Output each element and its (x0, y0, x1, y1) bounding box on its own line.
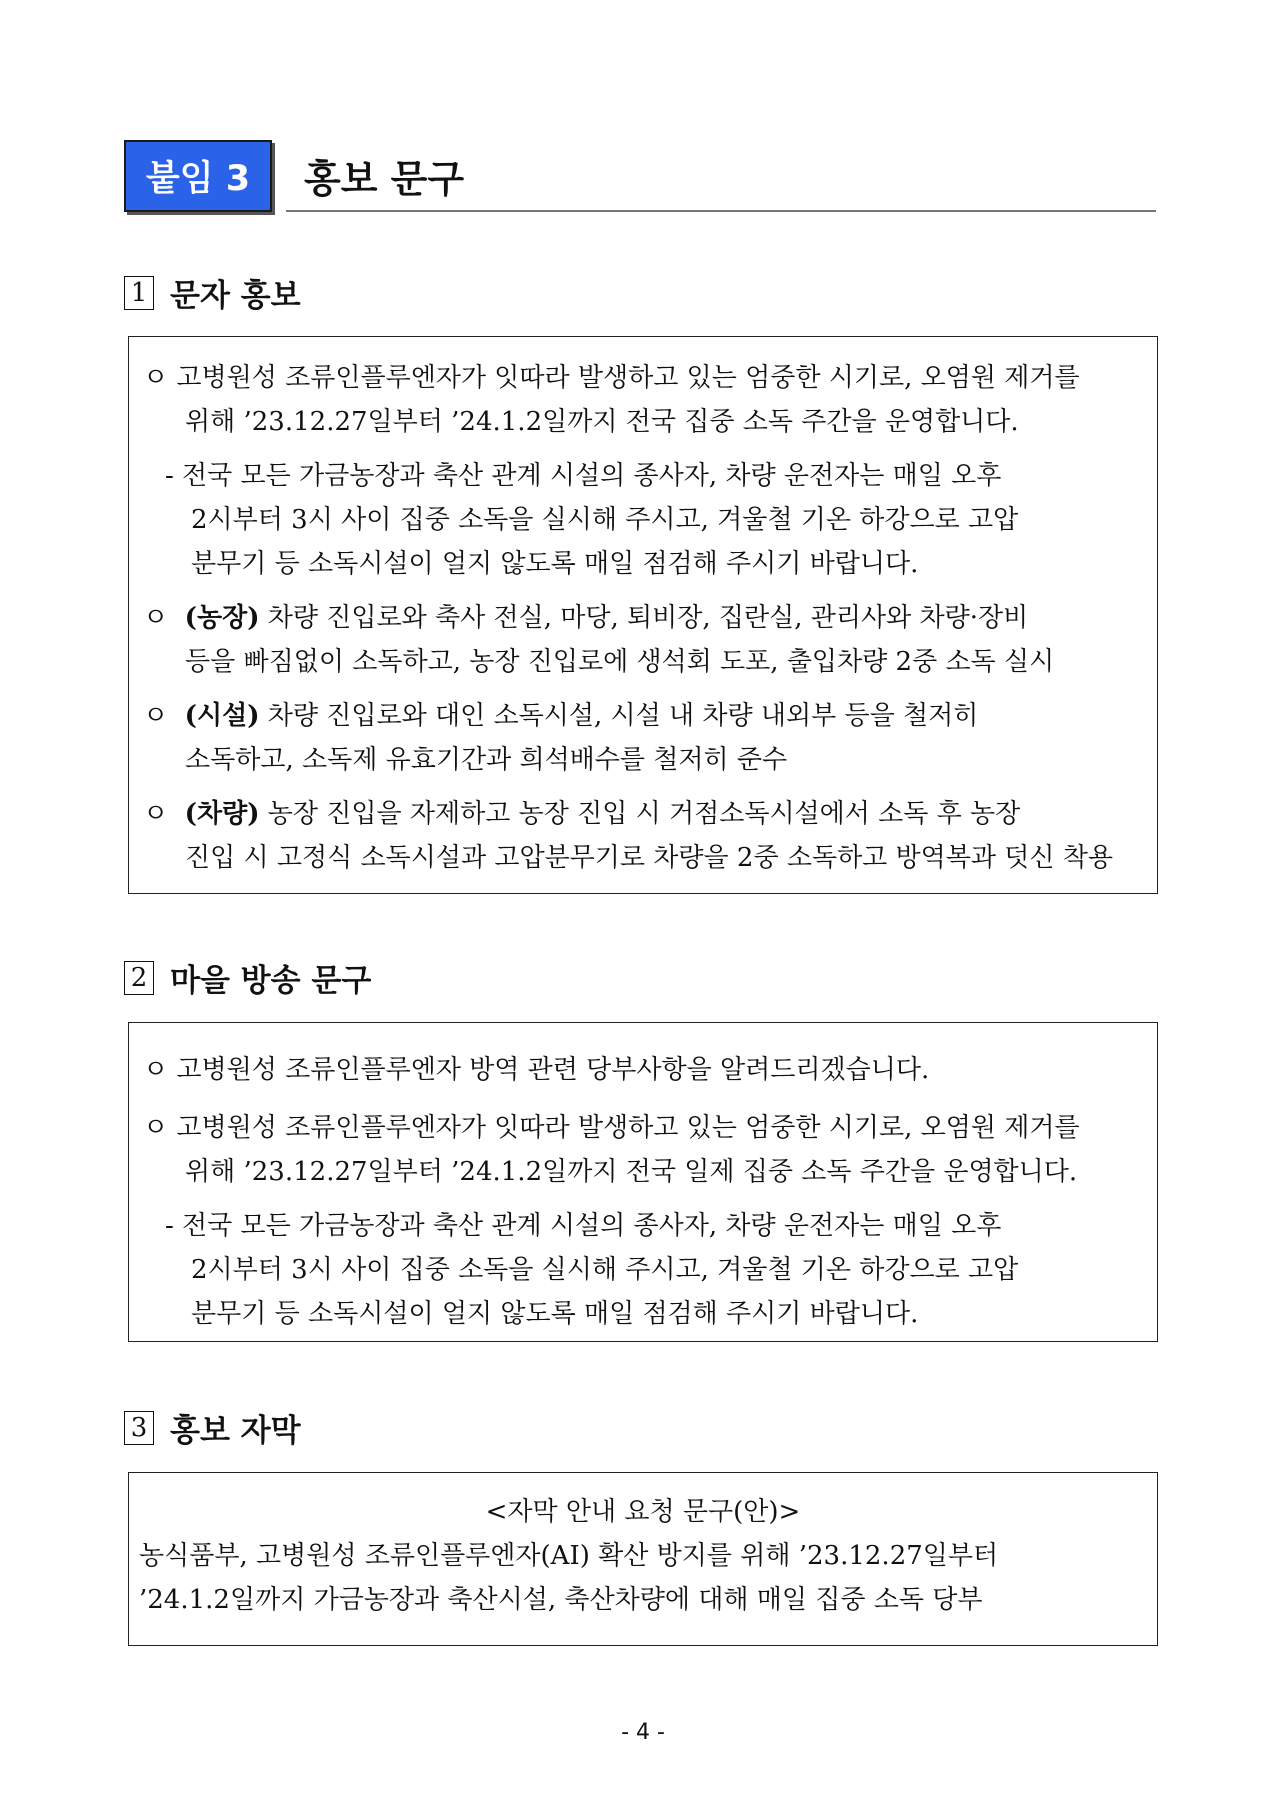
section-3-title: 홍보 자막 (170, 1413, 301, 1449)
section-1-title: 문자 홍보 (170, 278, 301, 314)
header-divider (286, 210, 1156, 212)
caption-title: <자막 안내 요청 문구(안)> (485, 1497, 801, 1527)
text-line: 2시부터 3시 사이 집중 소독을 실시해 주시고, 겨울철 기온 하강으로 고압 (191, 1255, 1019, 1285)
text-line: 소독하고, 소독제 유효기간과 희석배수를 철저히 준수 (185, 745, 788, 775)
section-3-number: 3 (124, 1411, 154, 1445)
text-line: 차량 진입로와 대인 소독시설, 시설 내 차량 내외부 등을 철저히 (267, 701, 979, 731)
section-1-number: 1 (124, 276, 154, 310)
section-2-heading (124, 955, 371, 1000)
text-line: 차량 진입로와 축사 전실, 마당, 퇴비장, 집란실, 관리사와 차량·장비 (267, 603, 1029, 633)
text-line: 위해 ’23.12.27일부터 ’24.1.2일까지 전국 일제 집중 소독 주간을 운영합니다. (185, 1157, 1078, 1187)
text-line: ㅇ 고병원성 조류인플루엔자 방역 관련 당부사항을 알려드리겠습니다. (143, 1055, 930, 1085)
page-title: 홍보 문구 (304, 157, 465, 201)
facility-label: (시설) (184, 701, 260, 731)
text-line: ㅇ 고병원성 조류인플루엔자가 잇따라 발생하고 있는 엄중한 시기로, 오염원 제거를 (143, 363, 1080, 393)
page-number: - 4 - (621, 1720, 665, 1745)
section-2-title: 마을 방송 문구 (170, 963, 372, 999)
farm-item (143, 597, 1028, 634)
section-2-box (128, 1022, 1158, 1342)
text-line: ’24.1.2일까지 가금농장과 축산시설, 축산차량에 대해 매일 집중 소독 당부 (139, 1585, 983, 1615)
bullet: ㅇ (143, 799, 169, 829)
vehicle-label: (차량) (184, 799, 260, 829)
bullet: ㅇ (143, 603, 169, 633)
attachment-badge: 붙임 3 (124, 140, 272, 212)
text-line: 2시부터 3시 사이 집중 소독을 실시해 주시고, 겨울철 기온 하강으로 고압 (191, 505, 1019, 535)
section-1-box (128, 336, 1158, 894)
text-line: ㅇ 고병원성 조류인플루엔자가 잇따라 발생하고 있는 엄중한 시기로, 오염원 제거를 (143, 1113, 1080, 1143)
text-line: 농식품부, 고병원성 조류인플루엔자(AI) 확산 방지를 위해 ’23.12.27일부터 (139, 1541, 999, 1571)
section-2-number: 2 (124, 961, 154, 995)
text-line: 위해 ’23.12.27일부터 ’24.1.2일까지 전국 집중 소독 주간을 운영합니다. (185, 407, 1019, 437)
text-line: 진입 시 고정식 소독시설과 고압분무기로 차량을 2중 소독하고 방역복과 덧신 착용 (185, 843, 1114, 873)
attachment-header (124, 140, 1156, 212)
text-line: 분무기 등 소독시설이 얼지 않도록 매일 점검해 주시기 바랍니다. (191, 1299, 919, 1329)
text-line: - 전국 모든 가금농장과 축산 관계 시설의 종사자, 차량 운전자는 매일 오후 (165, 1211, 1002, 1241)
vehicle-item (143, 793, 1020, 830)
text-line: 등을 빠짐없이 소독하고, 농장 진입로에 생석회 도포, 출입차량 2중 소독 실시 (185, 647, 1055, 677)
section-1-heading (124, 270, 301, 315)
facility-item (143, 695, 978, 732)
section-3-heading (124, 1405, 301, 1450)
section-3-box (128, 1472, 1158, 1646)
text-line: - 전국 모든 가금농장과 축산 관계 시설의 종사자, 차량 운전자는 매일 오후 (165, 461, 1002, 491)
text-line: 분무기 등 소독시설이 얼지 않도록 매일 점검해 주시기 바랍니다. (191, 549, 919, 579)
text-line: 농장 진입을 자제하고 농장 진입 시 거점소독시설에서 소독 후 농장 (267, 799, 1021, 829)
farm-label: (농장) (184, 603, 260, 633)
bullet: ㅇ (143, 701, 169, 731)
